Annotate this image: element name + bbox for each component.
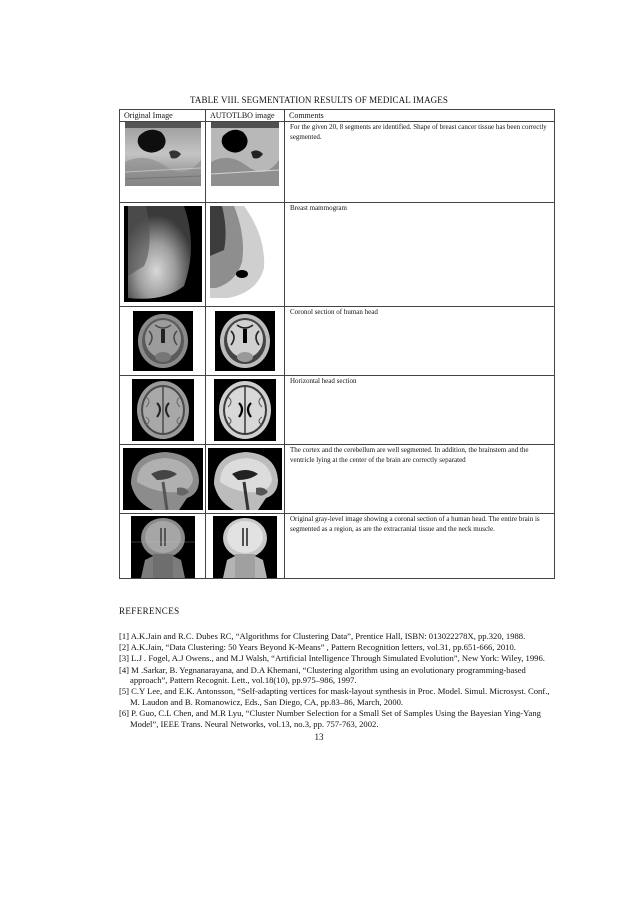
segmented-image-cell — [206, 122, 285, 203]
original-image-cell — [120, 122, 206, 203]
header-comments: Comments — [285, 110, 555, 122]
coronal-head-neck-segmented-image — [213, 516, 277, 578]
comment-cell: Horizontal head section — [285, 376, 555, 445]
coronal-head-neck-original-image — [131, 516, 195, 578]
mammogram-original-image — [124, 206, 202, 302]
segmented-image-cell — [206, 307, 285, 376]
reference-item: [5] C.Y Lee, and E.K. Antonsson, “Self-adapting vertices for mask-layout synthesis in Proc. Model. Simul. Microsyst. Conf., M. Laudon and B. Romanowicz, Eds., San Diego, CA, pp.83–86, March, 2000. — [119, 686, 550, 707]
horizontal-head-segmented-image — [214, 379, 276, 441]
comment-cell: The cortex and the cerebellum are well segmented. In addition, the brainstem and the ventricle lying at the center of the brain are correctly separated — [285, 445, 555, 514]
original-image-cell — [120, 307, 206, 376]
comment-cell: For the given 20, 8 segments are identified. Shape of breast cancer tissue has been correctly segmented. — [285, 122, 555, 203]
original-image-cell — [120, 514, 206, 579]
table-header-row — [120, 110, 555, 122]
mammogram-segmented-image — [208, 206, 282, 302]
original-image-cell — [120, 203, 206, 307]
reference-item: [4] M .Sarkar, B. Yegnanarayana, and D.A Khemani, “Clustering algorithm using an evolutionary programming-based approach”, Pattern Recognit. Lett., vol.18(10), pp.975–986, 1997. — [119, 664, 526, 686]
table-row — [120, 445, 555, 514]
header-autotlbo-image: AUTOTLBO image — [206, 110, 285, 122]
segmented-image-cell — [206, 445, 285, 514]
segmentation-results-table — [119, 109, 555, 579]
original-image-cell — [120, 376, 206, 445]
references-heading: REFERENCES — [119, 606, 180, 616]
table-row — [120, 203, 555, 307]
table-row — [120, 514, 555, 579]
sagittal-brain-segmented-image — [208, 448, 282, 510]
coronal-head-segmented-image — [215, 311, 275, 371]
reference-item: [2] A.K.Jain, “Data Clustering: 50 Years Beyond K-Means” , Pattern Recognition letters, vol.31, pp.651-666, 2010. — [119, 642, 516, 653]
segmented-image-cell — [206, 376, 285, 445]
original-image-cell — [120, 445, 206, 514]
comment-cell: Breast mammogram — [285, 203, 555, 307]
horizontal-head-original-image — [132, 379, 194, 441]
table-caption: TABLE VIII. SEGMENTATION RESULTS OF MEDICAL IMAGES — [190, 95, 448, 105]
table-row — [120, 376, 555, 445]
segmented-image-cell — [206, 203, 285, 307]
comment-cell: Coronol section of human head — [285, 307, 555, 376]
table-row — [120, 307, 555, 376]
page-number: 13 — [314, 732, 324, 742]
sagittal-brain-original-image — [123, 448, 203, 510]
ultrasound-original-image — [125, 122, 201, 186]
reference-item: [3] L.J . Fogel, A.J Owens., and M.J Walsh, “Artificial Intelligence Through Simulated Evolution”, New York: Wiley, 1996. — [119, 653, 545, 664]
comment-cell: Original gray-level image showing a coronal section of a human head. The entire brain is segmented as a region, as are the extracranial tissue and the neck muscle. — [285, 514, 555, 579]
header-original-image: Original Image — [120, 110, 206, 122]
coronal-head-original-image — [133, 311, 193, 371]
reference-item: [1] A.K.Jain and R.C. Dubes RC, “Algorithms for Clustering Data”, Prentice Hall, ISBN: 013022278X, pp.320, 1988. — [119, 631, 526, 641]
references-list — [119, 631, 557, 730]
table-row — [120, 122, 555, 203]
segmented-image-cell — [206, 514, 285, 579]
ultrasound-segmented-image — [211, 122, 279, 186]
reference-item: [6] P. Guo, C.L Chen, and M.R Lyu, “Cluster Number Selection for a Small Set of Samples Using the Bayesian Ying-Yang Model”, IEEE Trans. Neural Networks, vol.13, no.3, pp. 757-763, 2002. — [119, 708, 541, 729]
